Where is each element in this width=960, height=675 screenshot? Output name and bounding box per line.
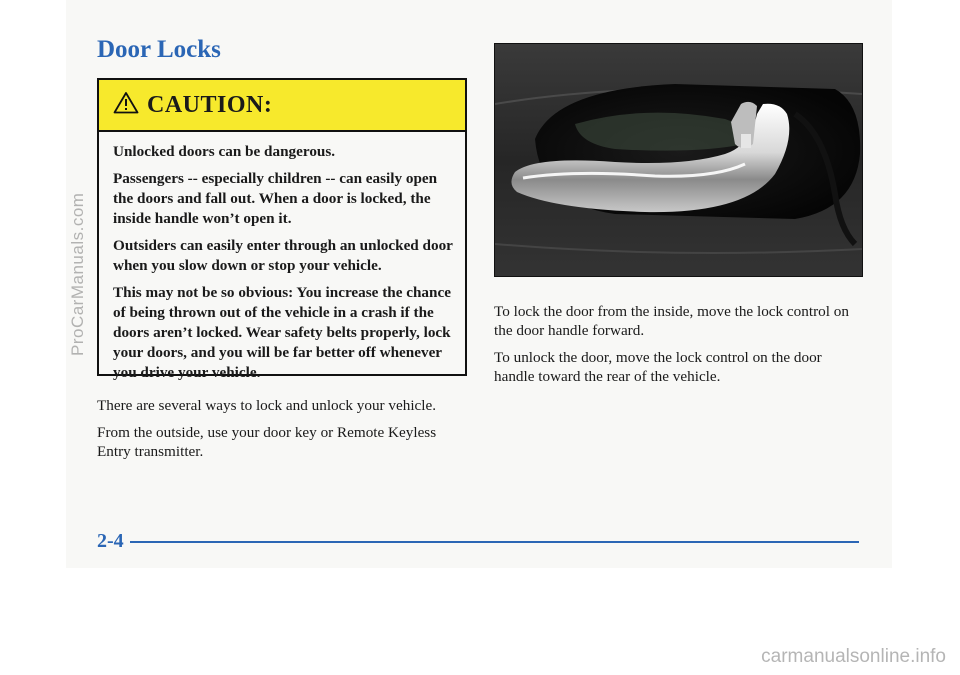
page-number: 2-4	[97, 530, 124, 552]
caution-paragraph: Unlocked doors can be dangerous.	[113, 143, 336, 160]
right-body-text	[494, 302, 864, 394]
body-paragraph: From the outside, use your door key or Remote Keyless Entry transmitter.	[97, 424, 437, 460]
warning-triangle-icon	[113, 91, 139, 119]
page-title: Door Locks	[97, 36, 221, 63]
caution-paragraph: Outsiders can easily enter through an unlocked door when you slow down or stop your vehicle.	[113, 237, 453, 274]
side-watermark: ProCarManuals.com	[68, 192, 87, 356]
caution-paragraph: This may not be so obvious: You increase the chance of being thrown out of the vehicle in a crash if the doors aren’t locked. Wear safety belts properly, lock your doors, and you will be far better off whenever you drive your vehicle.	[113, 284, 451, 381]
caution-header	[99, 80, 465, 132]
caution-box	[97, 78, 467, 381]
left-body-text	[97, 396, 469, 469]
body-paragraph: There are several ways to lock and unlock your vehicle.	[97, 397, 437, 414]
footer-rule	[130, 541, 859, 543]
body-paragraph: To lock the door from the inside, move the lock control on the door handle forward.	[494, 303, 849, 339]
caution-paragraph: Passengers -- especially children -- can easily open the doors and fall out. When a door is locked, the inside handle won’t open it.	[113, 170, 438, 227]
bottom-watermark: carmanualsonline.info	[761, 646, 946, 667]
body-paragraph: To unlock the door, move the lock control on the door handle toward the rear of the vehicle.	[494, 349, 822, 385]
door-handle-photo	[494, 43, 863, 277]
caution-body	[99, 132, 465, 383]
caution-heading: CAUTION:	[147, 91, 273, 118]
